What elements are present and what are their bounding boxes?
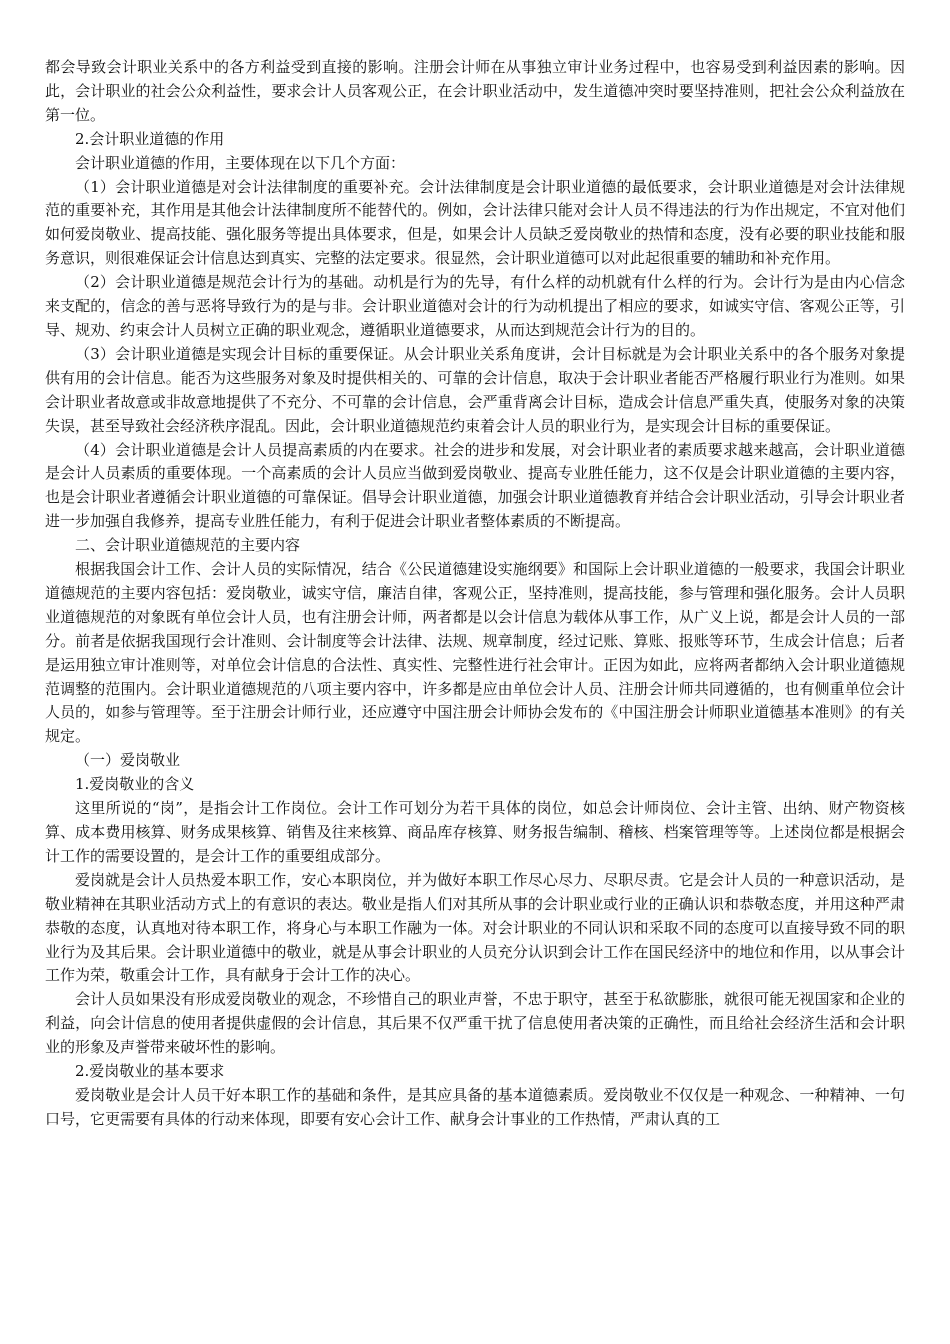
section-heading-role-of-ethics: 2.会计职业道德的作用 [75,129,225,148]
paragraph-role-overview: 会计职业道德的作用，主要体现在以下几个方面： [75,153,406,172]
paragraph-role-item-4: （4）会计职业道德是会计人员提高素质的内在要求。社会的进步和发展，对会计职业者的素质要求越来越高，会计职业道德是会计人员素质的重要体现。一个高素质的会计人员应当做到爱岗敬业、提高专业胜任能力，这不仅是会计职业道德的主要内容，也是会计职业者遵循会计职业道德的可靠保证。倡导会计职业道德，加强会计职业道德教育并结合会计职业活动，引导会计职业者进一步加强自我修养，提高专业胜任能力，有利于促进会计职业者整体素质的不断提高。 [45,440,905,531]
subsection-heading-dedication: （一）爱岗敬业 [75,751,181,770]
subsection-heading-dedication-requirements: 2.爱岗敬业的基本要求 [75,1062,225,1081]
paragraph-dedication-definition: 爱岗就是会计人员热爱本职工作，安心本职岗位，并为做好本职工作尽心尽力、尽职尽责。它是会计人员的一种意识活动，是敬业精神在其职业活动方式上的有意识的表达。敬业是指人们对其所从事的会计职业或行业的正确认识和恭敬态度，并用这种严肃恭敬的态度，认真地对待本职工作，将身心与本职工作融为一体。对会计职业的不同认识和采取不同的态度可以直接导致不同的职业行为及其后果。会计职业道德中的敬业，就是从事会计职业的人员充分认识到会计工作在国民经济中的地位和作用，以从事会计工作为荣，敬重会计工作，具有献身于会计工作的决心。 [45,870,905,985]
subsection-heading-dedication-meaning: 1.爱岗敬业的含义 [75,775,195,794]
paragraph-role-item-1: （1）会计职业道德是对会计法律制度的重要补充。会计法律制度是会计职业道德的最低要求，会计职业道德是对会计法律规范的重要补充，其作用是其他会计法律制度所不能替代的。例如，会计法律只能对会计人员不得违法的行为作出规定，不宜对他们如何爱岗敬业、提高技能、强化服务等提出具体要求，但是，如果会计人员缺乏爱岗敬业的热情和态度，没有必要的职业技能和服务意识，则很难保证会计信息达到真实、完整的法定要求。很显然，会计职业道德可以对此起很重要的辅助和补充作用。 [45,177,905,268]
paragraph-dedication-consequences: 会计人员如果没有形成爱岗敬业的观念，不珍惜自己的职业声誉，不忠于职守，甚至于私欲膨胀，就很可能无视国家和企业的利益，向会计信息的使用者提供虚假的会计信息，其后果不仅严重干扰了信息使用者决策的正确性，而且给社会经济生活和会计职业的形象及声誉带来破坏性的影响。 [45,990,905,1057]
paragraph-main-content: 根据我国会计工作、会计人员的实际情况，结合《公民道德建设实施纲要》和国际上会计职业道德的一般要求，我国会计职业道德规范的主要内容包括：爱岗敬业，诚实守信，廉洁自律，客观公正，坚持准则，提高技能，参与管理和强化服务。会计人员职业道德规范的对象既有单位会计人员，也有注册会计师，两者都是以会计信息为载体从事工作，从广义上说，都是会计人员的一部分。前者是依据我国现行会计准则、会计制度等会计法律、法规、规章制度，经过记账、算账、报账等环节，生成会计信息；后者是运用独立审计准则等，对单位会计信息的合法性、真实性、完整性进行社会审计。正因为如此，应将两者都纳入会计职业道德规范调整的范围内。会计职业道德规范的八项主要内容中，许多都是应由单位会计人员、注册会计师共同遵循的，也有侧重单位会计人员的，如参与管理等。至于注册会计师行业，还应遵守中国注册会计师协会发布的《中国注册会计师职业道德基本准则》的有关规定。 [45,560,905,746]
paragraph-role-item-2: （2）会计职业道德是规范会计行为的基础。动机是行为的先导，有什么样的动机就有什么样的行为。会计行为是由内心信念来支配的，信念的善与恶将导致行为的是与非。会计职业道德对会计的行为动机提出了相应的要求，如诚实守信、客观公正等，引导、规劝、约束会计人员树立正确的职业观念，遵循职业道德要求，从而达到规范会计行为的目的。 [45,273,905,339]
document-page [45,56,905,1132]
paragraph-post-definition: 这里所说的“岗”，是指会计工作岗位。会计工作可划分为若干具体的岗位，如总会计师岗位、会计主管、出纳、财产物资核算、成本费用核算、财务成果核算、销售及往来核算、商品库存核算、财务报告编制、稽核、档案管理等等。上述岗位都是根据会计工作的需要设置的，是会计工作的重要组成部分。 [45,799,905,865]
paragraph-intro-continuation: 都会导致会计职业关系中的各方利益受到直接的影响。注册会计师在从事独立审计业务过程中，也容易受到利益因素的影响。因此，会计职业的社会公众利益性，要求会计人员客观公正，在会计职业活动中，发生道德冲突时要坚持准则，把社会公众利益放在第一位。 [45,58,905,124]
paragraph-dedication-requirements: 爱岗敬业是会计人员干好本职工作的基础和条件，是其应具备的基本道德素质。爱岗敬业不仅仅是一种观念、一种精神、一句口号，它更需要有具体的行动来体现，即要有安心会计工作、献身会计事业的工作热情，严肃认真的工 [45,1085,905,1128]
section-heading-main-content: 二、会计职业道德规范的主要内容 [75,536,301,555]
paragraph-role-item-3: （3）会计职业道德是实现会计目标的重要保证。从会计职业关系角度讲，会计目标就是为会计职业关系中的各个服务对象提供有用的会计信息。能否为这些服务对象及时提供相关的、可靠的会计信息，取决于会计职业者能否严格履行职业行为准则。如果会计职业者故意或非故意地提供了不充分、不可靠的会计信息，会严重背离会计目标，造成会计信息严重失真，使服务对象的决策失误，甚至导致社会经济秩序混乱。因此，会计职业道德规范约束着会计人员的职业行为，是实现会计目标的重要保证。 [45,344,905,435]
